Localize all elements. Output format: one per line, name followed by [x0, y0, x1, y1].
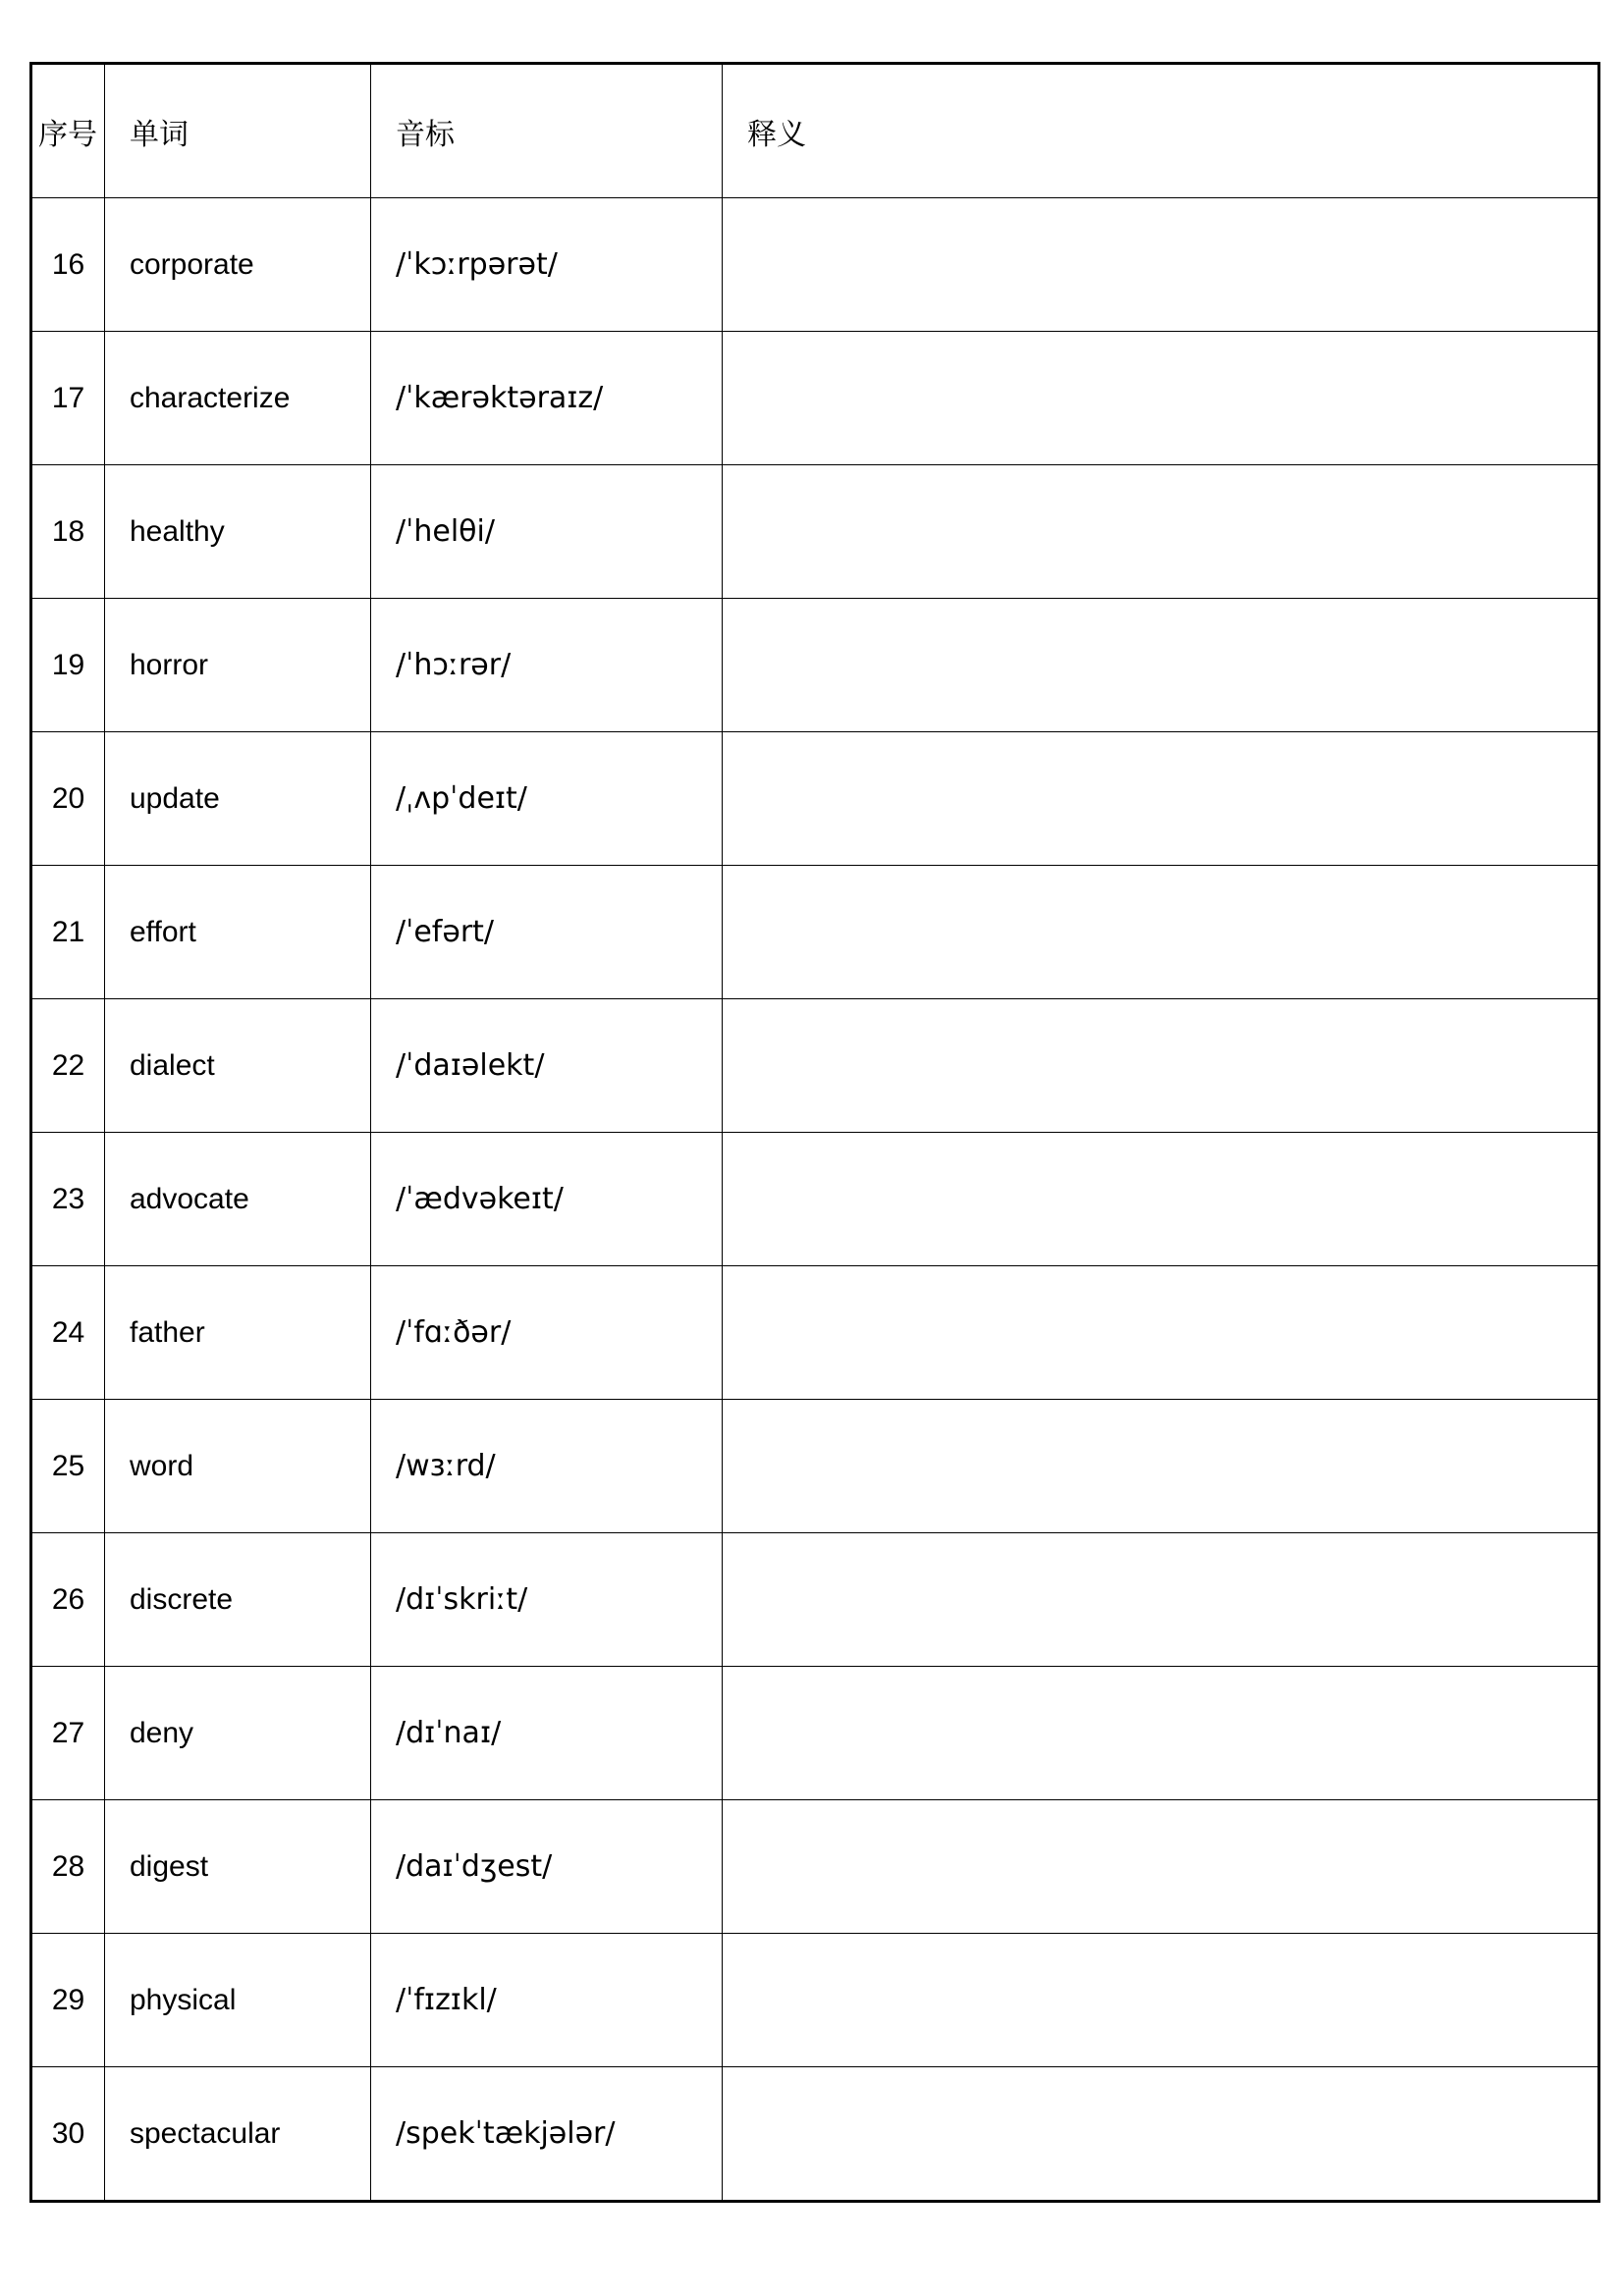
header-definition: 释义: [723, 64, 1599, 198]
row-word: father: [105, 1266, 371, 1400]
table-row: [31, 1400, 1599, 1533]
table-row: [31, 1266, 1599, 1400]
row-definition: [723, 999, 1599, 1133]
row-phonetic: /daɪˈdʒest/: [371, 1800, 723, 1934]
row-phonetic: /dɪˈnaɪ/: [371, 1667, 723, 1800]
header-number: 序号: [31, 64, 105, 198]
row-word: update: [105, 732, 371, 866]
row-definition: [723, 1266, 1599, 1400]
row-phonetic: /ˈefərt/: [371, 866, 723, 999]
table-row: [31, 1667, 1599, 1800]
row-number: 20: [31, 732, 105, 866]
header-word: 单词: [105, 64, 371, 198]
row-word: corporate: [105, 198, 371, 332]
row-definition: [723, 599, 1599, 732]
row-number: 24: [31, 1266, 105, 1400]
table-row: [31, 599, 1599, 732]
header-phonetic: 音标: [371, 64, 723, 198]
row-number: 21: [31, 866, 105, 999]
row-phonetic: /wɜːrd/: [371, 1400, 723, 1533]
table-row: [31, 2067, 1599, 2202]
row-phonetic: /dɪˈskriːt/: [371, 1533, 723, 1667]
row-word: advocate: [105, 1133, 371, 1266]
row-number: 17: [31, 332, 105, 465]
row-phonetic: /ˈfɑːðər/: [371, 1266, 723, 1400]
row-phonetic: /spekˈtækjələr/: [371, 2067, 723, 2202]
table-row: [31, 1133, 1599, 1266]
row-definition: [723, 1800, 1599, 1934]
row-definition: [723, 332, 1599, 465]
row-number: 19: [31, 599, 105, 732]
table-row: [31, 465, 1599, 599]
row-definition: [723, 732, 1599, 866]
row-number: 29: [31, 1934, 105, 2067]
row-phonetic: /ˈhɔːrər/: [371, 599, 723, 732]
table-row: [31, 198, 1599, 332]
row-word: dialect: [105, 999, 371, 1133]
table-header: [31, 64, 1599, 198]
header-row: [31, 64, 1599, 198]
row-number: 27: [31, 1667, 105, 1800]
row-word: word: [105, 1400, 371, 1533]
table-row: [31, 1800, 1599, 1934]
table-row: [31, 332, 1599, 465]
table-row: [31, 1533, 1599, 1667]
table-row: [31, 866, 1599, 999]
row-definition: [723, 1667, 1599, 1800]
row-definition: [723, 1400, 1599, 1533]
row-number: 28: [31, 1800, 105, 1934]
row-number: 22: [31, 999, 105, 1133]
row-word: digest: [105, 1800, 371, 1934]
row-phonetic: /ˈkærəktəraɪz/: [371, 332, 723, 465]
row-phonetic: /ˈhelθi/: [371, 465, 723, 599]
table-body: [31, 198, 1599, 2202]
row-phonetic: /ˈfɪzɪkl/: [371, 1934, 723, 2067]
row-phonetic: /ˈædvəkeɪt/: [371, 1133, 723, 1266]
row-definition: [723, 1133, 1599, 1266]
row-word: spectacular: [105, 2067, 371, 2202]
row-phonetic: /ˌʌpˈdeɪt/: [371, 732, 723, 866]
row-number: 30: [31, 2067, 105, 2202]
row-definition: [723, 1533, 1599, 1667]
row-definition: [723, 866, 1599, 999]
row-definition: [723, 465, 1599, 599]
row-number: 18: [31, 465, 105, 599]
row-word: discrete: [105, 1533, 371, 1667]
table-row: [31, 1934, 1599, 2067]
row-word: physical: [105, 1934, 371, 2067]
row-number: 16: [31, 198, 105, 332]
vocabulary-table: [29, 62, 1600, 2203]
row-word: horror: [105, 599, 371, 732]
row-word: characterize: [105, 332, 371, 465]
row-number: 23: [31, 1133, 105, 1266]
row-definition: [723, 198, 1599, 332]
row-word: effort: [105, 866, 371, 999]
row-word: healthy: [105, 465, 371, 599]
table-row: [31, 999, 1599, 1133]
row-definition: [723, 1934, 1599, 2067]
row-phonetic: /ˈkɔːrpərət/: [371, 198, 723, 332]
row-definition: [723, 2067, 1599, 2202]
row-phonetic: /ˈdaɪəlekt/: [371, 999, 723, 1133]
row-number: 26: [31, 1533, 105, 1667]
row-number: 25: [31, 1400, 105, 1533]
row-word: deny: [105, 1667, 371, 1800]
table-row: [31, 732, 1599, 866]
